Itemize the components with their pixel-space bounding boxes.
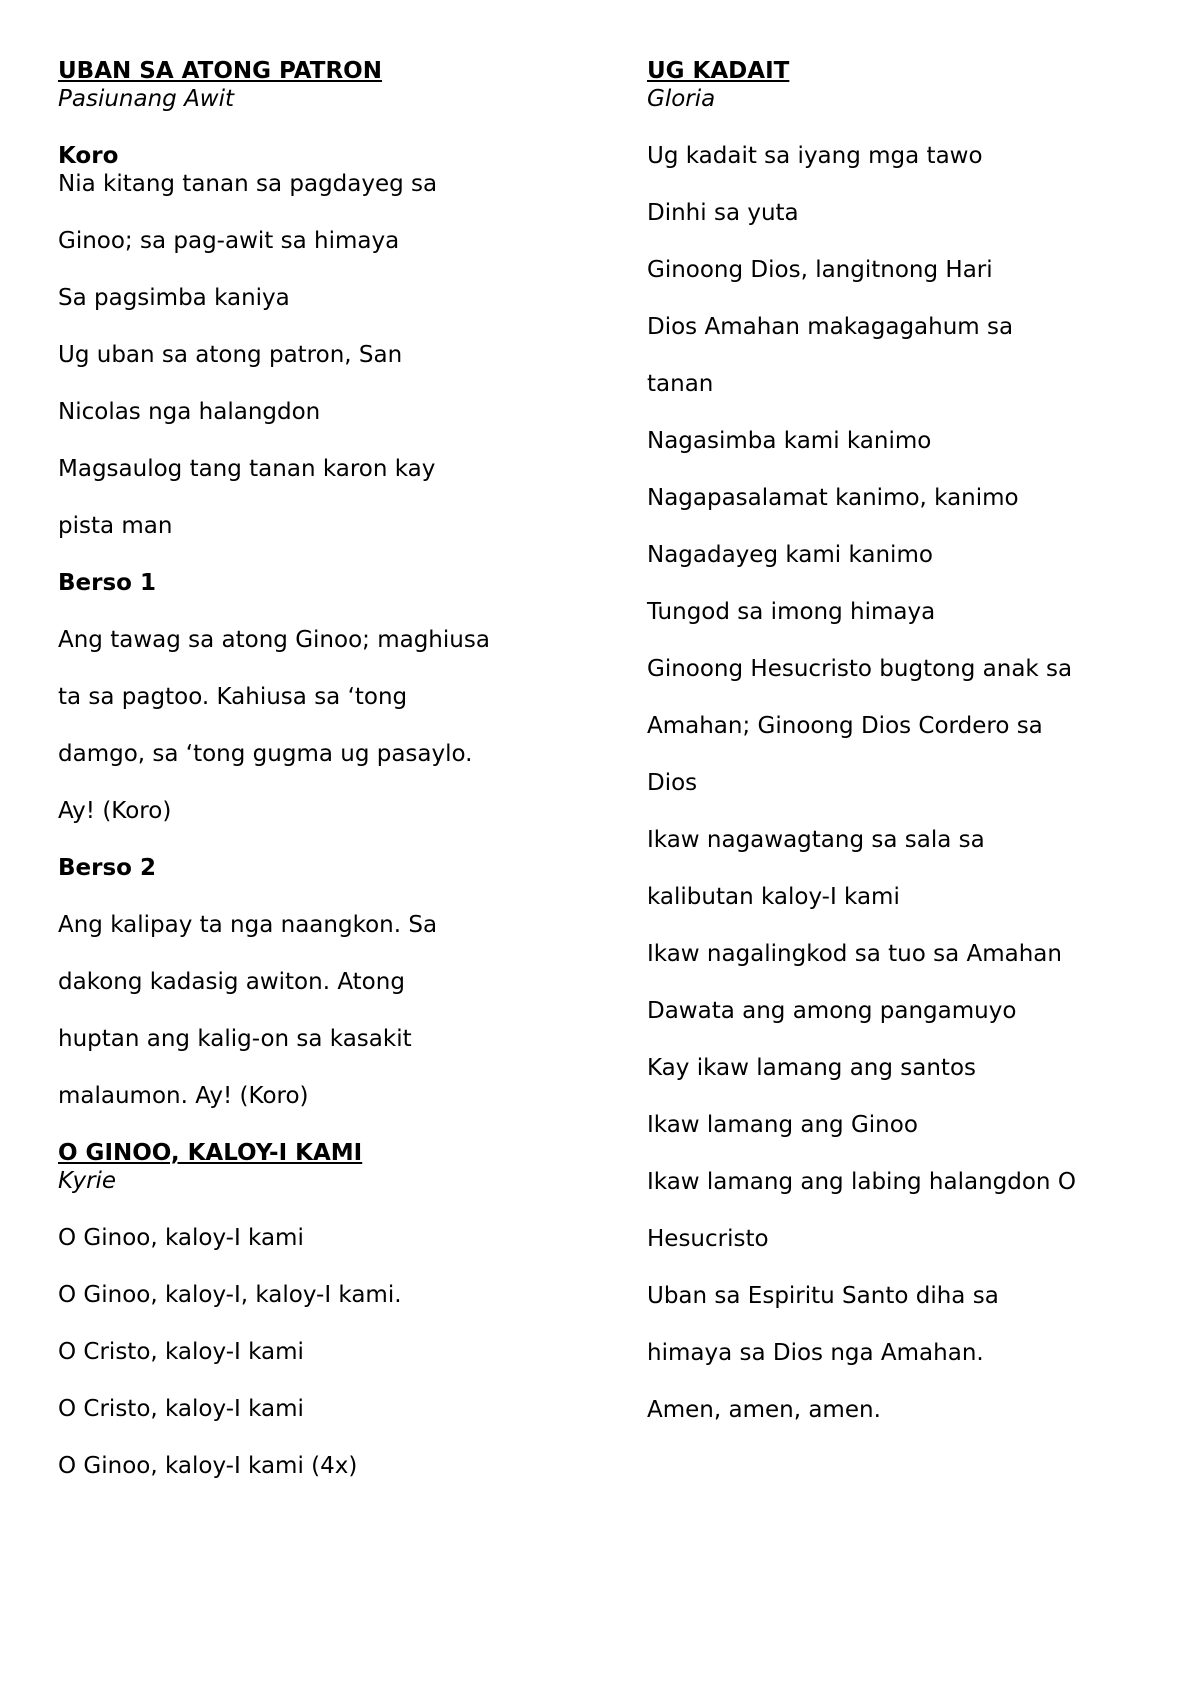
lyric-line: Dios xyxy=(647,770,698,796)
lyric-line: O Ginoo, kaloy-I, kaloy-I kami. xyxy=(58,1282,402,1308)
lyric-line: O Cristo, kaloy-I kami xyxy=(58,1339,304,1365)
lyric-line: tanan xyxy=(647,371,714,397)
lyric-line: Ug kadait sa iyang mga tawo xyxy=(647,143,983,169)
lyric-line: Nia kitang tanan sa pagdayeg sa xyxy=(58,171,438,197)
lyric-line: Uban sa Espiritu Santo diha sa xyxy=(647,1283,999,1309)
lyric-line: O Ginoo, kaloy-I kami (4x) xyxy=(58,1453,358,1479)
song-subtitle: Gloria xyxy=(647,86,716,112)
berso-2-label: Berso 2 xyxy=(58,855,156,881)
lyric-line: Kay ikaw lamang ang santos xyxy=(647,1055,976,1081)
lyric-line: Nagadayeg kami kanimo xyxy=(647,542,933,568)
lyric-line: kalibutan kaloy-I kami xyxy=(647,884,900,910)
song-subtitle: Kyrie xyxy=(58,1168,117,1194)
lyric-line: Tungod sa imong himaya xyxy=(647,599,936,625)
lyric-line: Nagasimba kami kanimo xyxy=(647,428,932,454)
song-title-uban-sa-atong-patron: UBAN SA ATONG PATRON xyxy=(58,58,382,84)
lyric-line: Dawata ang among pangamuyo xyxy=(647,998,1017,1024)
song-subtitle: Pasiunang Awit xyxy=(58,86,235,112)
lyric-line: Dios Amahan makagagahum sa xyxy=(647,314,1014,340)
lyric-line: Hesucristo xyxy=(647,1226,769,1252)
lyric-line: himaya sa Dios nga Amahan. xyxy=(647,1340,984,1366)
lyric-line: Nagapasalamat kanimo, kanimo xyxy=(647,485,1019,511)
lyric-line: Sa pagsimba kaniya xyxy=(58,285,290,311)
lyric-line: Ikaw nagawagtang sa sala sa xyxy=(647,827,985,853)
lyric-line: ta sa pagtoo. Kahiusa sa ‘tong xyxy=(58,684,408,710)
lyric-line: pista man xyxy=(58,513,173,539)
lyric-line: Ikaw nagalingkod sa tuo sa Amahan xyxy=(647,941,1062,967)
lyric-line: O Ginoo, kaloy-I kami xyxy=(58,1225,304,1251)
lyric-line: Ang kalipay ta nga naangkon. Sa xyxy=(58,912,438,938)
lyric-line: Dinhi sa yuta xyxy=(647,200,799,226)
lyric-line: Amahan; Ginoong Dios Cordero sa xyxy=(647,713,1043,739)
lyric-line: Magsaulog tang tanan karon kay xyxy=(58,456,436,482)
koro-label: Koro xyxy=(58,143,119,169)
lyric-line: Amen, amen, amen. xyxy=(647,1397,881,1423)
lyric-line: Ug uban sa atong patron, San xyxy=(58,342,403,368)
lyric-line: Ang tawag sa atong Ginoo; maghiusa xyxy=(58,627,490,653)
lyric-line: dakong kadasig awiton. Atong xyxy=(58,969,405,995)
lyric-line: Ikaw lamang ang labing halangdon O xyxy=(647,1169,1076,1195)
lyric-line: Ay! (Koro) xyxy=(58,798,172,824)
lyric-line: malaumon. Ay! (Koro) xyxy=(58,1083,309,1109)
lyric-line: huptan ang kalig-on sa kasakit xyxy=(58,1026,412,1052)
lyric-line: Ginoong Dios, langitnong Hari xyxy=(647,257,993,283)
lyric-line: Nicolas nga halangdon xyxy=(58,399,321,425)
song-title-o-ginoo-kaloy-i-kami: O GINOO, KALOY-I KAMI xyxy=(58,1140,363,1166)
lyric-line: Ginoong Hesucristo bugtong anak sa xyxy=(647,656,1073,682)
lyric-line: damgo, sa ‘tong gugma ug pasaylo. xyxy=(58,741,473,767)
lyric-line: Ginoo; sa pag-awit sa himaya xyxy=(58,228,400,254)
song-title-ug-kadait: UG KADAIT xyxy=(647,58,790,84)
berso-1-label: Berso 1 xyxy=(58,570,156,596)
lyric-line: Ikaw lamang ang Ginoo xyxy=(647,1112,918,1138)
lyric-line: O Cristo, kaloy-I kami xyxy=(58,1396,304,1422)
